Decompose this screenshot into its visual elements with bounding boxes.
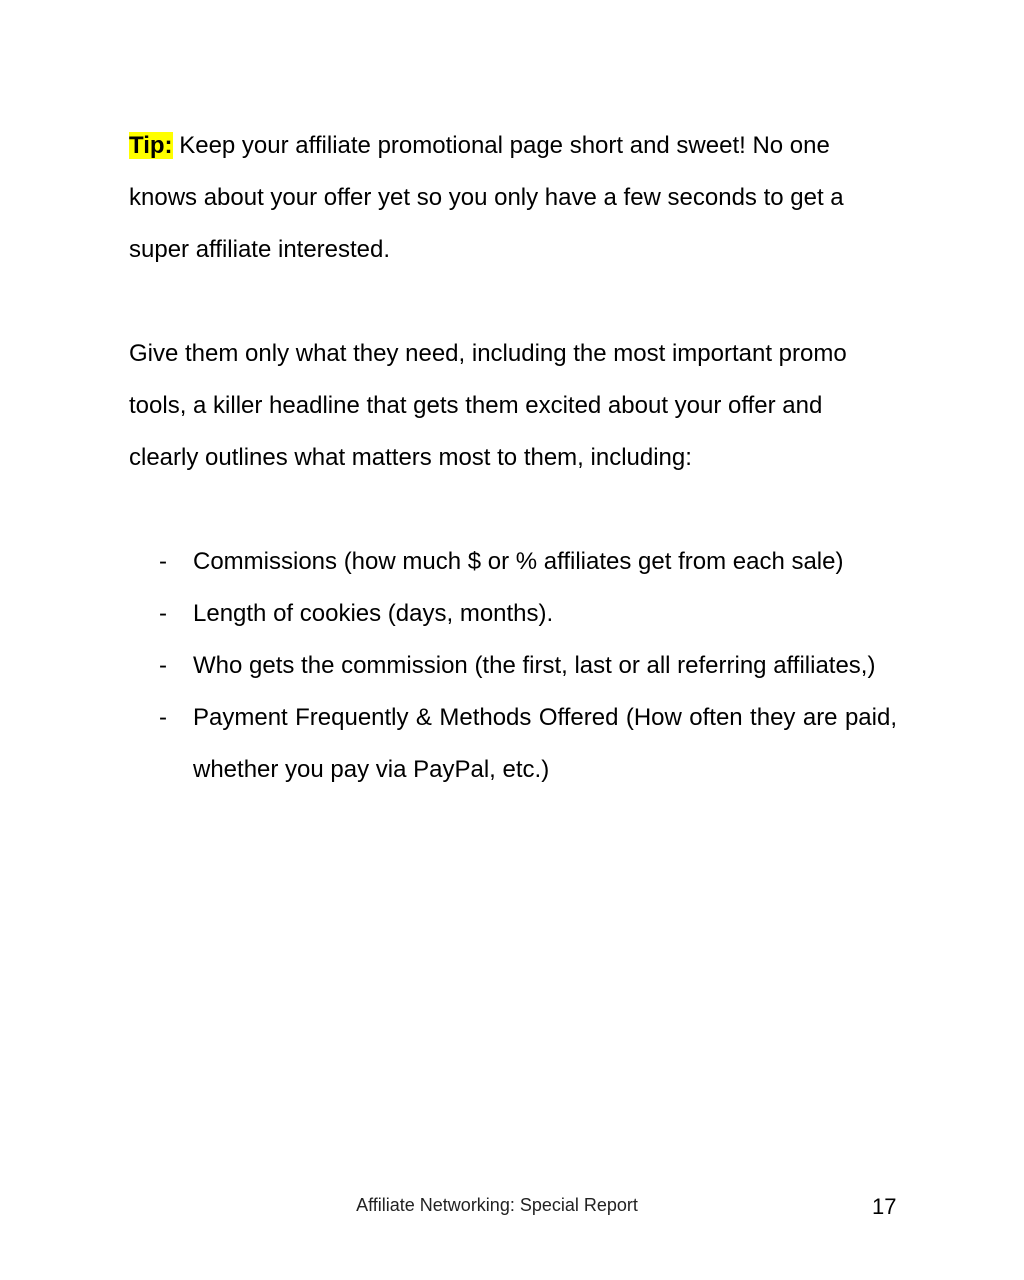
paragraph-spacer [129, 276, 897, 328]
list-item-text: Who gets the commission (the first, last or all referring affiliates,) [193, 652, 876, 679]
list-item [129, 588, 897, 640]
list-item [129, 692, 897, 796]
bullet-dash: - [159, 600, 167, 627]
bullet-dash: - [159, 652, 167, 679]
page-body [129, 120, 897, 796]
footer-title: Affiliate Networking: Special Report [356, 1195, 638, 1215]
list-item [129, 640, 897, 692]
page-number: 17 [872, 1194, 897, 1219]
tip-text: Keep your affiliate promotional page short and sweet! No one knows about your offer yet so you only have a few seconds to get a super affiliate interested. [129, 132, 844, 263]
list-item [129, 536, 897, 588]
list-item-text: Commissions (how much $ or % affiliates get from each sale) [193, 548, 844, 575]
list-item-text: Payment Frequently & Methods Offered (How often they are paid, whether you pay via PayPal, etc.) [193, 704, 897, 783]
tip-label: Tip: [129, 132, 173, 159]
paragraph-spacer [129, 484, 897, 536]
bullet-dash: - [159, 548, 167, 575]
bullet-list [129, 536, 897, 796]
tip-paragraph [129, 120, 897, 276]
body-paragraph: Give them only what they need, including the most important promo tools, a killer headline that gets them excited about your offer and clearly outlines what matters most to them, including: [129, 340, 847, 471]
bullet-dash: - [159, 704, 167, 731]
list-item-text: Length of cookies (days, months). [193, 600, 554, 627]
